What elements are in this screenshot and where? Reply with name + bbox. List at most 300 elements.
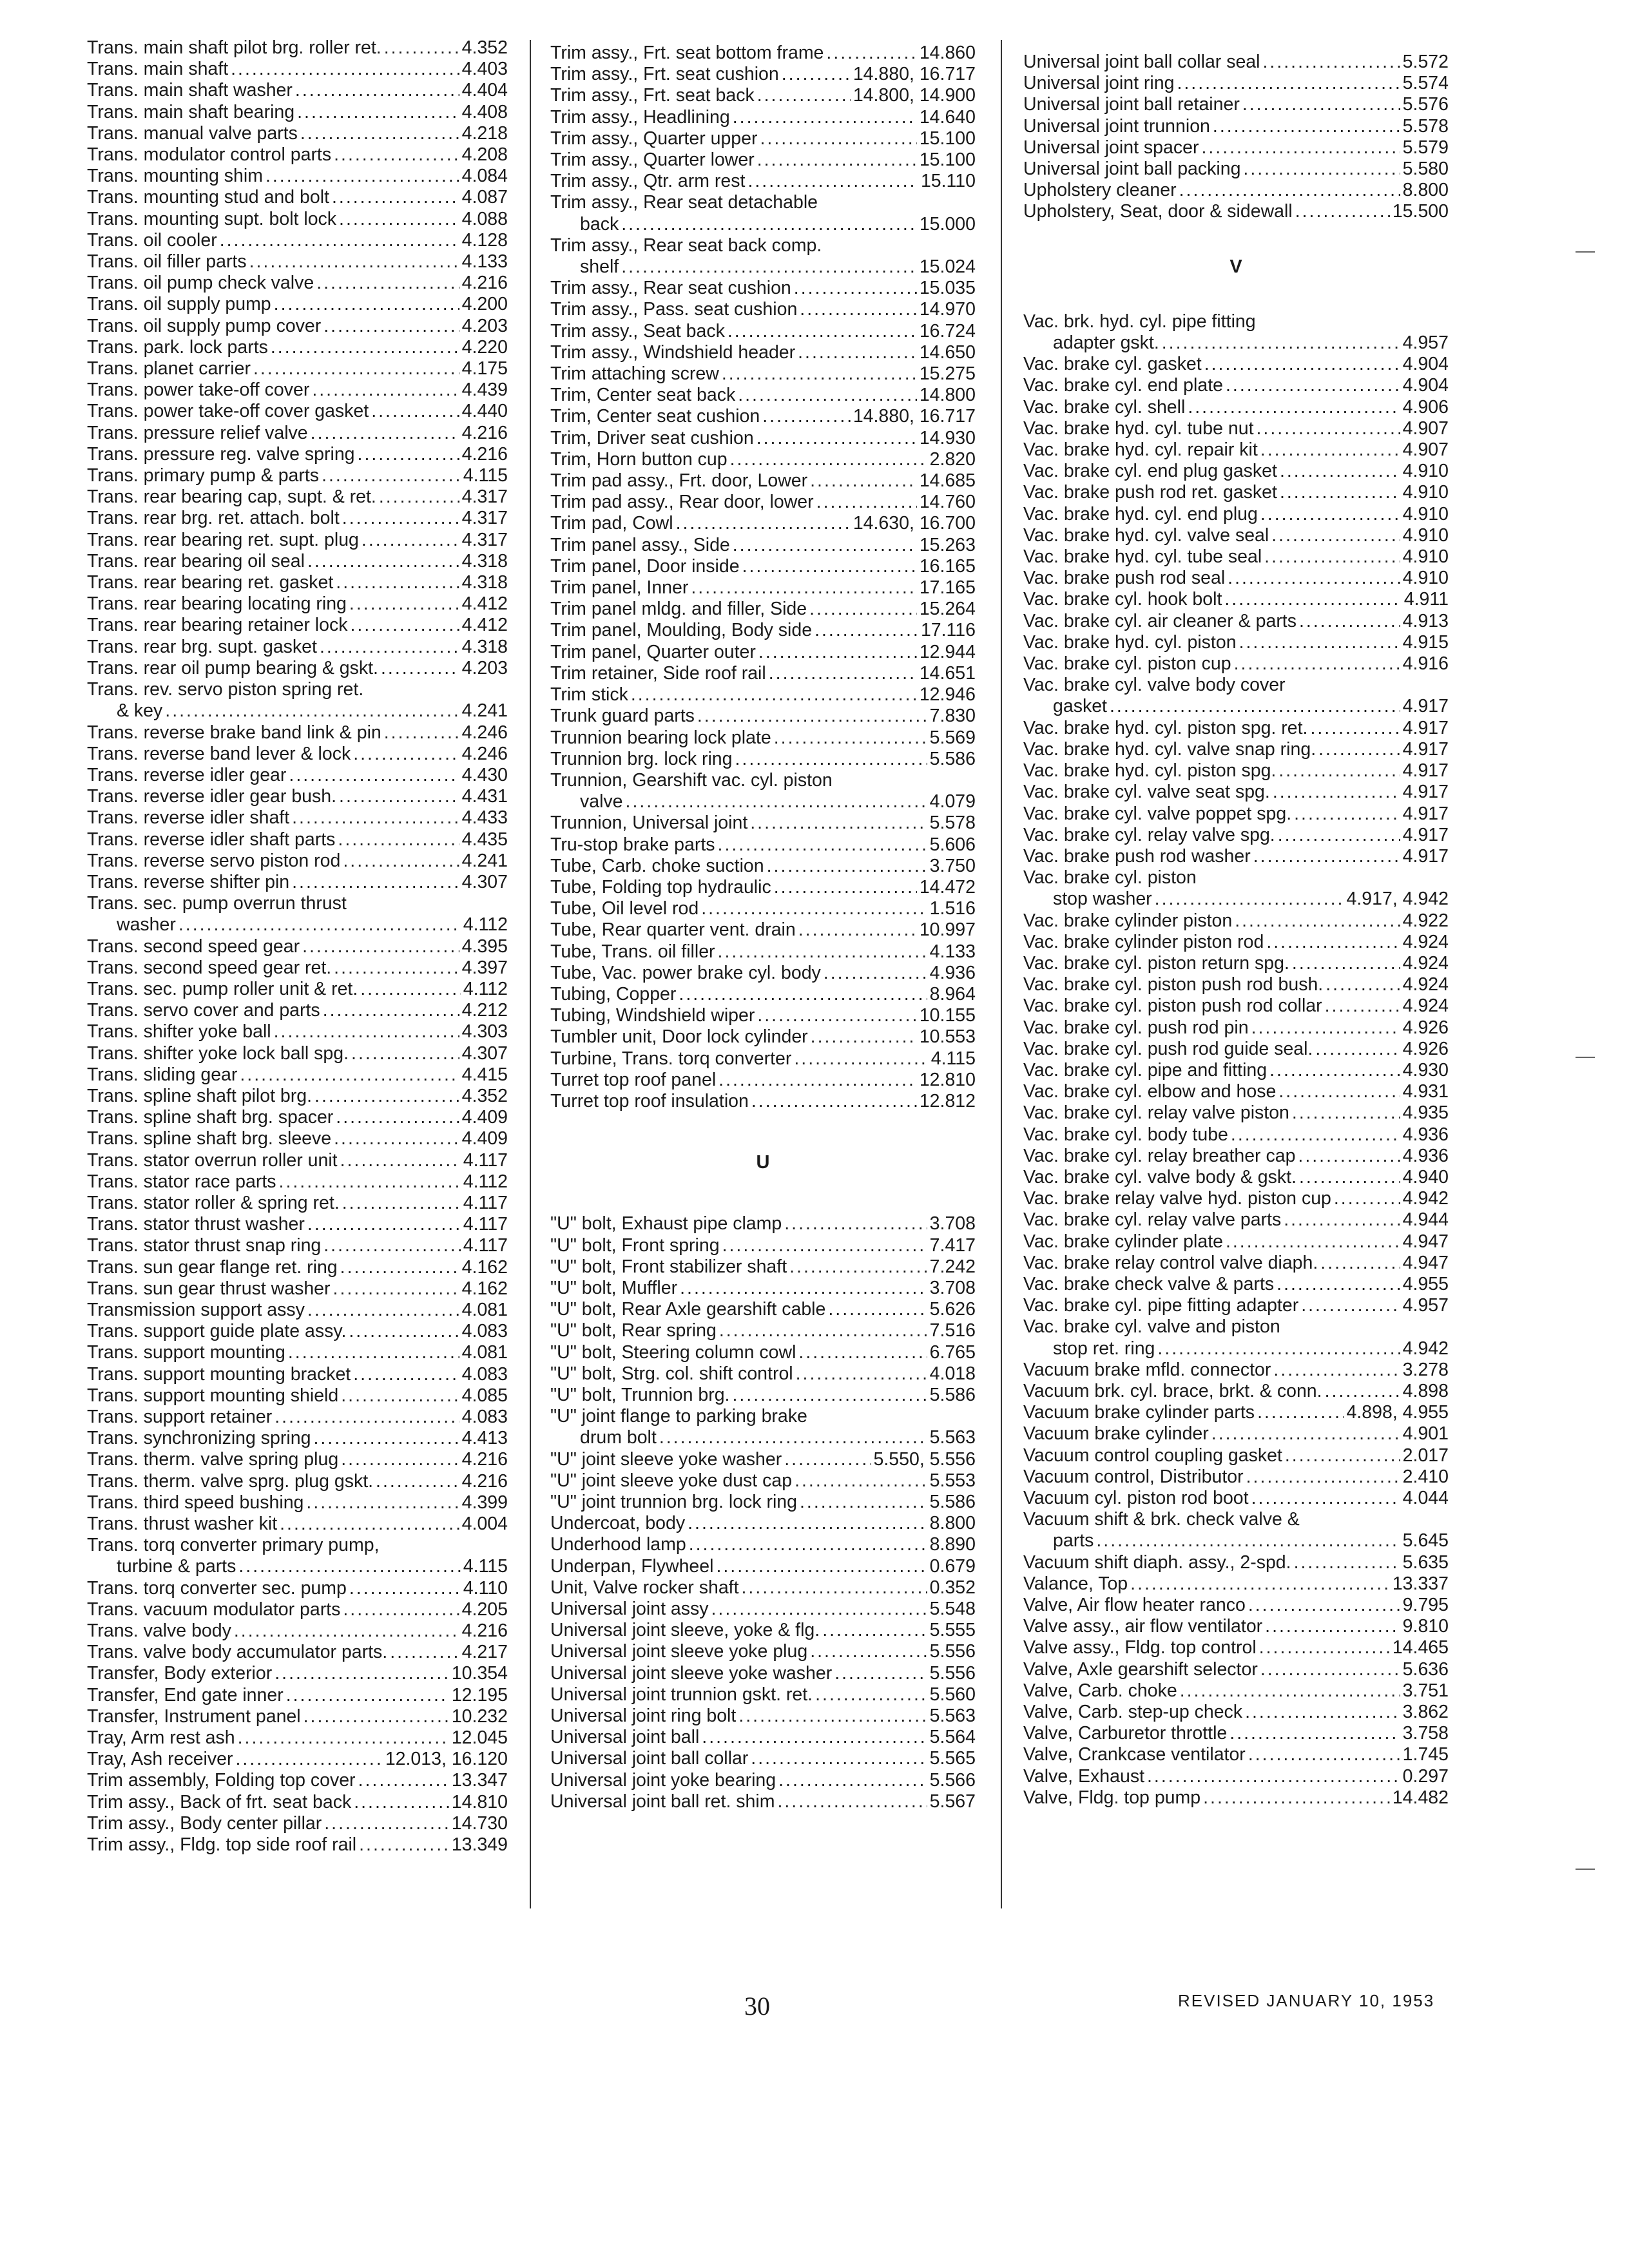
index-entry (87, 1620, 508, 1642)
entry-label: Trim assembly, Folding top cover (87, 1770, 356, 1791)
dot-leader (828, 1299, 927, 1320)
index-entry (550, 1513, 976, 1534)
index-entry (87, 294, 508, 315)
entry-page-ref: 3.862 (1402, 1702, 1449, 1723)
entry-page-ref: 4.439 (461, 380, 508, 401)
dot-leader (349, 1578, 461, 1599)
dot-leader (733, 107, 917, 128)
dot-leader (1260, 1659, 1400, 1680)
entry-label: "U" bolt, Muffler (550, 1277, 678, 1298)
index-entry (1023, 1146, 1449, 1167)
entry-page-ref: 7.242 (929, 1256, 976, 1277)
entry-label: Valve, Carb. choke (1023, 1680, 1177, 1701)
entry-page-ref: 8.800 (1402, 180, 1449, 201)
entry-page-ref: 10.354 (451, 1663, 508, 1684)
entry-page-ref: 14.630, 16.700 (853, 513, 976, 534)
index-entry (550, 171, 976, 192)
dot-leader (1273, 782, 1400, 803)
entry-label: Trans. reverse servo piston rod (87, 850, 341, 871)
dot-leader (680, 1278, 927, 1299)
entry-page-ref: 4.117 (463, 1192, 508, 1213)
index-entry (1023, 1488, 1449, 1509)
entry-page-ref: 4.115 (463, 465, 508, 486)
entry-label: Tube, Oil level rod (550, 898, 699, 919)
entry-page-ref: 4.318 (461, 636, 508, 657)
entry-page-ref: 4.408 (461, 101, 508, 122)
index-entry (550, 1385, 976, 1406)
entry-label: Trim attaching screw (550, 363, 719, 385)
index-entry (550, 406, 976, 427)
entry-label: Trans. thrust washer kit (87, 1514, 278, 1535)
dot-leader (1204, 354, 1400, 375)
index-entry (87, 1321, 508, 1342)
dot-leader (1242, 94, 1400, 115)
entry-page-ref: 5.586 (929, 1492, 976, 1512)
entry-page-ref: 5.574 (1402, 73, 1449, 94)
dot-leader (795, 1470, 927, 1492)
entry-page-ref: 4.913 (1402, 610, 1449, 631)
entry-page-ref: 5.566 (929, 1769, 976, 1791)
dot-leader (379, 486, 459, 508)
dot-leader (1201, 137, 1400, 159)
index-entry (1023, 1039, 1449, 1060)
dot-leader (1265, 1616, 1400, 1637)
dot-leader (313, 1428, 459, 1449)
entry-page-ref: 4.915 (1402, 631, 1449, 653)
dot-leader (1325, 995, 1400, 1017)
dot-leader (794, 1048, 928, 1070)
entry-page-ref: 15.035 (919, 278, 976, 299)
entry-page-ref: 9.795 (1402, 1595, 1449, 1616)
index-entry (550, 1427, 976, 1448)
dot-leader (1299, 611, 1400, 632)
entry-label: Vac. brake cyl. valve body & gskt. (1023, 1166, 1296, 1187)
entry-page-ref: 4.931 (1402, 1081, 1449, 1102)
index-entry (87, 1492, 508, 1514)
dot-leader (322, 465, 461, 486)
entry-page-ref: 4.940 (1402, 1166, 1449, 1187)
entry-label: Vac. brake cyl. hook bolt (1023, 589, 1222, 610)
entry-label: Trans. stator roller & spring ret. (87, 1192, 340, 1213)
entry-label: Trim assy., Back of frt. seat back (87, 1791, 352, 1812)
entry-label: Trans. manual valve parts (87, 122, 298, 144)
entry-label: Vac. brake cyl. relay valve spg. (1023, 824, 1275, 845)
index-entry (1023, 568, 1449, 589)
entry-page-ref: 4.917, 4.942 (1346, 889, 1449, 910)
entry-page-ref: 4.241 (461, 850, 508, 871)
entry-page-ref: 4.942 (1402, 1338, 1449, 1359)
dot-leader (332, 187, 459, 208)
index-entry (550, 342, 976, 363)
index-entry (87, 893, 508, 914)
entry-label: Valance, Top (1023, 1573, 1128, 1594)
entry-label: Trans. rear bearing locating ring (87, 593, 347, 615)
entry-page-ref: 4.917 (1402, 824, 1449, 845)
dot-leader (826, 43, 916, 64)
entry-label: Trim assy., Quarter upper (550, 128, 758, 149)
entry-page-ref: 5.580 (1402, 159, 1449, 180)
entry-page-ref: 4.307 (461, 1043, 508, 1064)
entry-page-ref: 4.162 (461, 1256, 508, 1278)
dot-leader (1155, 889, 1344, 910)
index-entry (550, 941, 976, 963)
index-entry (550, 385, 976, 406)
dot-leader (286, 1685, 449, 1706)
entry-label: Trim assy., Qtr. arm rest (550, 171, 746, 192)
index-entry (1023, 1209, 1449, 1231)
dot-leader (165, 700, 459, 722)
entry-label: Tumbler unit, Door lock cylinder (550, 1026, 808, 1048)
entry-page-ref: 4.910 (1402, 568, 1449, 589)
entry-label: Tube, Trans. oil filler (550, 941, 715, 962)
entry-page-ref: 12.013, 16.120 (385, 1749, 508, 1770)
index-entry (1023, 332, 1449, 354)
entry-label: Trans. support retainer (87, 1407, 273, 1427)
dot-leader (1269, 1060, 1400, 1081)
entry-label: Trunnion bearing lock plate (550, 727, 771, 748)
index-entry (87, 957, 508, 979)
entry-page-ref: 17.165 (919, 577, 976, 599)
index-entry (87, 102, 508, 123)
index-entry (87, 380, 508, 401)
entry-page-ref: 12.195 (451, 1684, 508, 1706)
entry-page-ref: 4.917 (1402, 738, 1449, 760)
dot-leader (1280, 482, 1400, 503)
entry-page-ref: 5.586 (929, 1384, 976, 1405)
entry-page-ref: 4.133 (929, 941, 976, 962)
dot-leader (289, 765, 459, 786)
entry-page-ref: 4.216 (461, 1470, 508, 1492)
index-entry (550, 192, 976, 213)
dot-leader (1325, 1381, 1400, 1402)
entry-page-ref: 5.569 (929, 727, 976, 748)
index-entry (87, 593, 508, 615)
entry-label: Trim panel, Moulding, Body side (550, 620, 813, 641)
dot-leader (1259, 1637, 1390, 1658)
dot-leader (381, 658, 459, 679)
dot-leader (359, 1834, 449, 1856)
index-entry (550, 299, 976, 320)
dot-leader (676, 513, 851, 534)
index-entry (550, 1363, 976, 1385)
entry-page-ref: 4.352 (461, 37, 508, 58)
entry-page-ref: 10.553 (919, 1026, 976, 1048)
entry-page-ref: 13.337 (1392, 1573, 1449, 1594)
dot-leader (297, 102, 459, 123)
entry-label: Trans. sun gear thrust washer (87, 1278, 331, 1299)
entry-page-ref: 4.917 (1402, 717, 1449, 738)
entry-label: "U" bolt, Strg. col. shift control (550, 1363, 793, 1384)
entry-label: "U" bolt, Trunnion brg. (550, 1384, 730, 1405)
entry-label: Trans. support guide plate assy. (87, 1321, 347, 1342)
entry-label: turbine & parts (117, 1556, 236, 1577)
entry-page-ref: 9.810 (1402, 1616, 1449, 1637)
entry-page-ref: 4.175 (461, 358, 508, 380)
index-entry (550, 984, 976, 1005)
entry-page-ref: 4.088 (461, 208, 508, 229)
dot-leader (307, 1300, 459, 1321)
entry-label: Trim pad, Cowl (550, 513, 673, 534)
dot-leader (235, 1749, 382, 1770)
entry-page-ref: 4.907 (1402, 418, 1449, 439)
entry-label: Trans. rev. servo piston spring ret. (87, 679, 364, 700)
entry-page-ref: 4.318 (461, 572, 508, 593)
index-entry (87, 1813, 508, 1834)
entry-label: Universal joint ball packing (1023, 159, 1241, 180)
index-entry (87, 637, 508, 658)
entry-page-ref: 4.352 (461, 1085, 508, 1106)
dot-leader (697, 706, 927, 727)
entry-label: Trim assy., Windshield header (550, 341, 796, 363)
entry-label: Trans. spline shaft brg. spacer (87, 1107, 334, 1128)
entry-page-ref: 14.800 (919, 385, 976, 406)
entry-page-ref: 5.550, 5.556 (873, 1448, 976, 1470)
entry-page-ref: 4.409 (461, 1128, 508, 1149)
entry-page-ref: 4.216 (461, 273, 508, 294)
index-entry (1023, 1231, 1449, 1253)
dot-leader (1234, 653, 1400, 675)
entry-label: Trans. power take-off cover gasket (87, 401, 369, 422)
dot-leader (338, 829, 459, 850)
entry-label: Universal joint trunnion gskt. ret. (550, 1684, 813, 1705)
entry-page-ref: 0.297 (1402, 1765, 1449, 1787)
entry-label: Vac. brake push rod washer (1023, 845, 1251, 867)
index-entry (87, 37, 508, 59)
entry-page-ref: 15.024 (919, 256, 976, 278)
entry-page-ref: 4.218 (461, 122, 508, 144)
entry-page-ref: 4.924 (1402, 995, 1449, 1017)
entry-label: Vac. brake cyl. pipe fitting adapter (1023, 1295, 1299, 1316)
entry-page-ref: 4.936 (1402, 1124, 1449, 1145)
index-entry (87, 187, 508, 208)
entry-page-ref: 5.645 (1402, 1530, 1449, 1552)
entry-page-ref: 4.911 (1403, 589, 1449, 610)
index-entry (1023, 696, 1449, 717)
entry-label: Trans. stator thrust washer (87, 1214, 305, 1235)
entry-label: Trans. third speed bushing (87, 1492, 304, 1513)
index-entry (550, 1492, 976, 1513)
entry-page-ref: 14.482 (1392, 1787, 1449, 1808)
entry-label: Undercoat, body (550, 1513, 686, 1534)
entry-page-ref: 4.083 (461, 1363, 508, 1385)
dot-leader (358, 444, 459, 465)
dot-leader (1257, 418, 1400, 439)
entry-label: Trans. shifter yoke lock ball spg. (87, 1043, 349, 1064)
entry-page-ref: 4.303 (461, 1021, 508, 1043)
dot-leader (1147, 1766, 1400, 1787)
entry-page-ref: 4.926 (1402, 1017, 1449, 1038)
entry-label: Trans. reverse brake band link & pin (87, 722, 381, 743)
revision-date: REVISED JANUARY 10, 1953 (1178, 1991, 1435, 2010)
entry-page-ref: 4.413 (461, 1428, 508, 1449)
entry-label: Trim assy., Quarter lower (550, 149, 755, 171)
entry-label: Vac. brake cyl. valve body cover (1023, 675, 1286, 696)
entry-label: Tray, Ash receiver (87, 1749, 233, 1770)
dot-leader (341, 1449, 459, 1470)
entry-label: Vac. brake cyl. gasket (1023, 354, 1202, 375)
index-entry (550, 535, 976, 556)
entry-label: Vac. brake cylinder piston (1023, 910, 1233, 931)
entry-page-ref: 4.200 (461, 294, 508, 315)
entry-label: Vac. brake push rod seal (1023, 568, 1226, 589)
dot-leader (1179, 180, 1400, 201)
margin-mark (1576, 251, 1595, 253)
index-entry (1023, 1702, 1449, 1723)
index-entry (550, 1470, 976, 1492)
index-entry (1023, 52, 1449, 73)
entry-label: Turret top roof panel (550, 1069, 717, 1090)
entry-label: Trans. rear bearing cap, supt. & ret. (87, 486, 376, 508)
dot-leader (800, 1492, 927, 1513)
index-entry (550, 235, 976, 256)
dot-leader (1334, 1188, 1400, 1209)
entry-page-ref: 4.317 (461, 508, 508, 529)
dot-leader (758, 642, 917, 663)
entry-label: Vac. brake cyl. elbow and hose (1023, 1081, 1277, 1102)
index-entry (87, 1257, 508, 1278)
dot-leader (815, 1684, 927, 1706)
entry-page-ref: 4.208 (461, 144, 508, 166)
index-entry (1023, 995, 1449, 1017)
entry-label: Vac. brake hyd. cyl. valve snap ring. (1023, 738, 1316, 760)
dot-leader (336, 1107, 459, 1128)
entry-page-ref: 4.924 (1402, 952, 1449, 974)
index-entry (87, 765, 508, 786)
entry-page-ref: 10.155 (919, 1005, 976, 1026)
index-entry (1023, 1530, 1449, 1552)
index-entry (550, 642, 976, 663)
entry-page-ref: 5.556 (929, 1641, 976, 1662)
dot-leader (711, 1599, 927, 1620)
dot-leader (789, 1256, 927, 1278)
entry-label: Trim panel, Inner (550, 577, 689, 599)
entry-page-ref: 4.435 (461, 829, 508, 850)
dot-leader (742, 1577, 927, 1599)
index-entry (550, 684, 976, 706)
index-entry (550, 1791, 976, 1812)
dot-leader (1257, 1402, 1344, 1423)
entry-label: Vacuum brake mfld. connector (1023, 1359, 1271, 1380)
dot-leader (342, 1193, 461, 1214)
entry-page-ref: 5.556 (929, 1662, 976, 1684)
entry-label: Tubing, Copper (550, 983, 677, 1004)
entry-page-ref: 14.760 (919, 492, 976, 513)
dot-leader (1226, 375, 1400, 396)
entry-label: Universal joint yoke bearing (550, 1769, 776, 1791)
entry-label: Vac. brake hyd. cyl. repair kit (1023, 439, 1258, 461)
dot-leader (794, 278, 917, 299)
index-entry (1023, 1573, 1449, 1595)
entry-page-ref: 5.578 (929, 812, 976, 834)
index-entry (87, 1021, 508, 1043)
index-entry (550, 470, 976, 492)
entry-page-ref: 4.431 (461, 786, 508, 807)
index-entry (1023, 1766, 1449, 1787)
entry-page-ref: 4.936 (1402, 1145, 1449, 1166)
index-entry (1023, 1423, 1449, 1445)
entry-label: parts (1053, 1530, 1094, 1552)
dot-leader (1229, 1723, 1400, 1744)
dot-leader (1180, 1680, 1400, 1702)
dot-leader (816, 492, 917, 513)
dot-leader (1248, 1744, 1400, 1765)
entry-label: Vacuum brk. cyl. brace, brkt. & conn. (1023, 1380, 1322, 1401)
entry-label: Trans. support mounting bracket (87, 1363, 351, 1385)
entry-label: & key (117, 700, 163, 722)
entry-page-ref: 4.317 (461, 486, 508, 508)
dot-leader (810, 1641, 927, 1662)
dot-leader (279, 1171, 461, 1193)
dot-leader (722, 363, 917, 385)
entry-label: Vac. brake check valve & parts (1023, 1273, 1275, 1294)
dot-leader (1130, 1573, 1390, 1595)
index-entry (1023, 116, 1449, 137)
index-entry (1023, 1595, 1449, 1616)
entry-page-ref: 14.880, 16.717 (853, 64, 976, 85)
dot-leader (1260, 439, 1400, 461)
entry-label: Trans. modulator control parts (87, 144, 332, 166)
index-entry (1023, 1338, 1449, 1360)
dot-leader (719, 1320, 927, 1341)
index-entry (87, 1064, 508, 1086)
entry-page-ref: 5.567 (929, 1791, 976, 1812)
dot-leader (834, 1663, 927, 1684)
entry-page-ref: 4.935 (1402, 1102, 1449, 1124)
index-entry (87, 358, 508, 380)
entry-label: Trans. shifter yoke ball (87, 1021, 271, 1043)
index-entry (1023, 1445, 1449, 1466)
index-entry (87, 1342, 508, 1363)
entry-page-ref: 4.203 (461, 657, 508, 678)
entry-label: Trans. spline shaft brg. sleeve (87, 1128, 332, 1149)
dot-leader (784, 1213, 927, 1235)
dot-leader (334, 1128, 459, 1149)
index-entry (87, 551, 508, 572)
dot-leader (738, 1706, 927, 1727)
index-entry (550, 428, 976, 449)
dot-leader (688, 1513, 927, 1534)
index-entry (550, 1663, 976, 1684)
entry-label: Vac. brake hyd. cyl. piston spg. (1023, 760, 1277, 782)
entry-label: Trans. stator thrust snap ring (87, 1235, 322, 1256)
dot-leader (1251, 1017, 1400, 1039)
dot-leader (371, 401, 459, 422)
entry-label: Trim assy., Rear seat detachable (550, 192, 818, 213)
entry-label: Transfer, Instrument panel (87, 1706, 301, 1727)
index-entry (550, 1706, 976, 1727)
dot-leader (271, 337, 459, 358)
entry-page-ref: 4.133 (461, 251, 508, 273)
page-number: 30 (744, 1992, 770, 2021)
index-entry (87, 251, 508, 273)
dot-leader (815, 620, 918, 641)
index-entry (550, 278, 976, 299)
index-entry (550, 1770, 976, 1791)
index-entry (1023, 94, 1449, 115)
entry-page-ref: 12.045 (451, 1727, 508, 1749)
entry-label: Universal joint ring bolt (550, 1706, 737, 1727)
dot-leader (350, 615, 459, 636)
dot-leader (1231, 1124, 1400, 1146)
entry-page-ref: 4.216 (461, 443, 508, 465)
entry-page-ref: 5.586 (929, 748, 976, 769)
margin-mark (1576, 1869, 1595, 1870)
index-column-2 (550, 43, 976, 1812)
dot-leader (757, 1005, 916, 1026)
dot-leader (1292, 953, 1400, 974)
entry-label: "U" joint flange to parking brake (550, 1406, 807, 1427)
entry-page-ref: 4.926 (1402, 1038, 1449, 1059)
